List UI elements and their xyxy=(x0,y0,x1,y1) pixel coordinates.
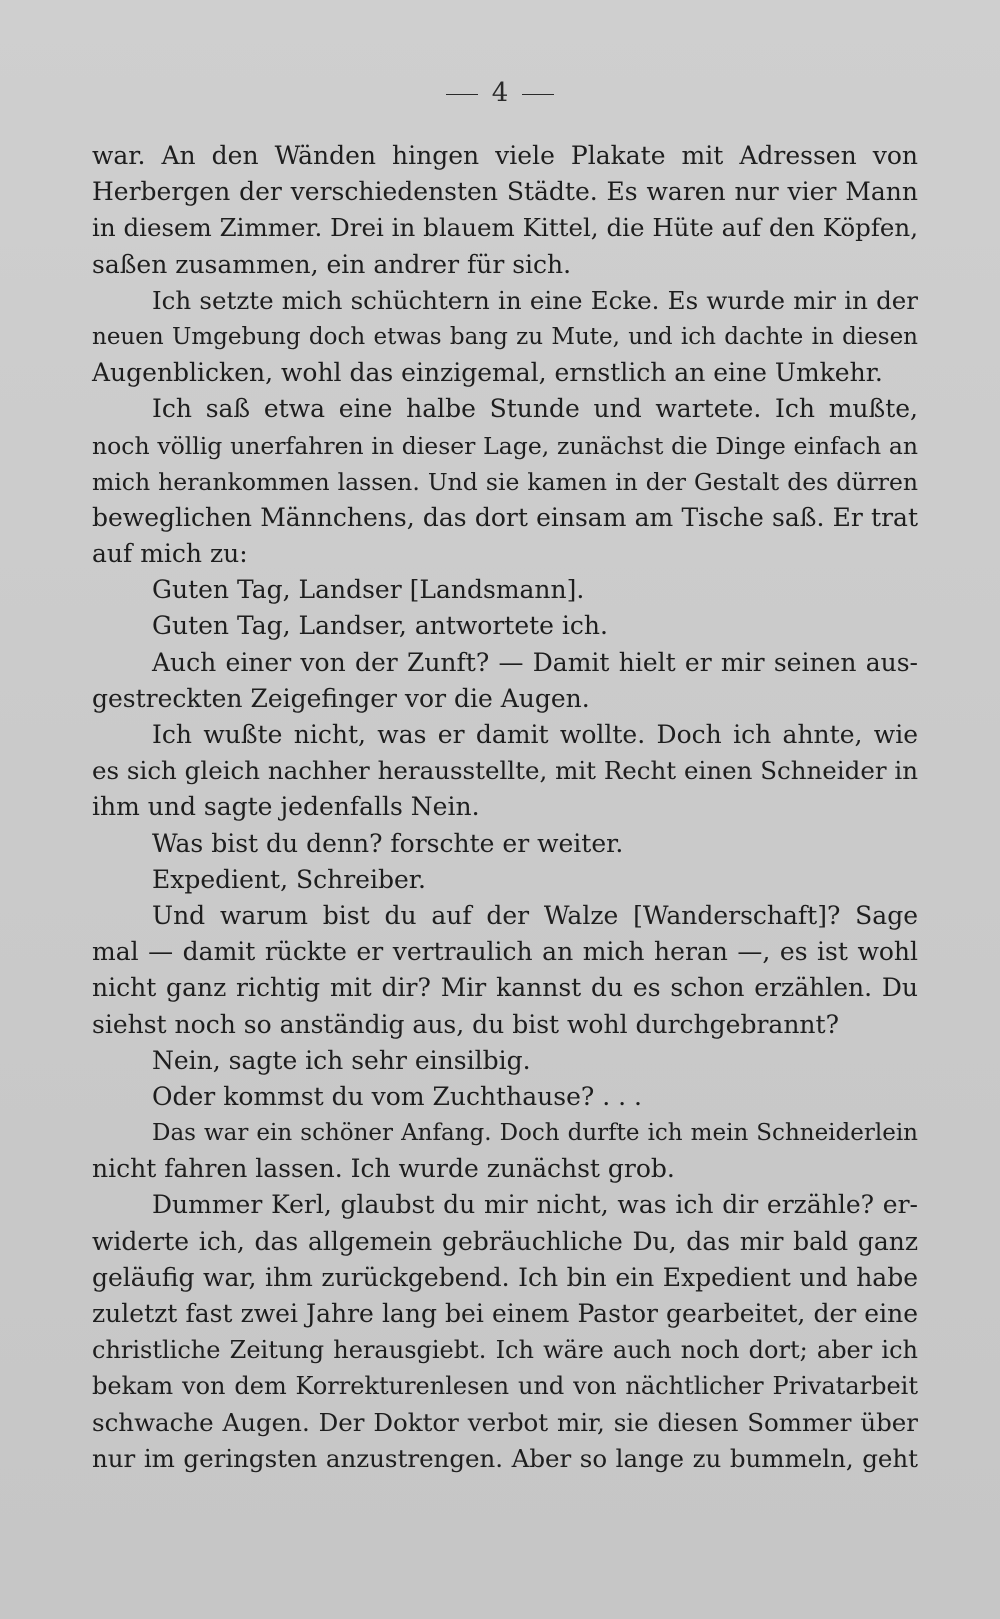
text-line: Guten Tag, Landser [Landsmann]. xyxy=(152,575,585,605)
page-number-dash-right xyxy=(522,94,554,95)
text-line: war. An den Wänden hingen viele Plakate mit Adressen von xyxy=(92,141,918,170)
text-line: nur im geringsten anzustrengen. Aber so lange zu bummeln, geht xyxy=(92,1443,918,1473)
body-text xyxy=(92,138,918,1477)
text-line: noch völlig unerfahren in dieser Lage, zunächst die Dinge einfach an xyxy=(92,431,918,460)
text-line: widerte ich, das allgemein gebräuchliche Du, das mir bald ganz xyxy=(92,1226,918,1256)
text-line: nicht ganz richtig mit dir? Mir kannst du es schon erzählen. Du xyxy=(92,973,918,1003)
text-line: es sich gleich nachher herausstellte, mit Recht einen Schneider in xyxy=(92,756,918,786)
text-line: gestreckten Zeigefinger vor die Augen. xyxy=(92,683,590,713)
text-line: Und warum bist du auf der Walze [Wanderschaft]? Sage xyxy=(152,900,918,930)
text-line: mich herankommen lassen. Und sie kamen in der Gestalt des dürren xyxy=(92,467,918,496)
text-line: Ich wußte nicht, was er damit wollte. Doch ich ahnte, wie xyxy=(152,720,918,749)
text-line: bekam von dem Korrekturenlesen und von nächtlicher Privatarbeit xyxy=(92,1372,918,1401)
text-line: Guten Tag, Landser, antwortete ich. xyxy=(152,611,608,641)
text-line: schwache Augen. Der Doktor verbot mir, sie diesen Sommer über xyxy=(92,1407,918,1437)
text-line: Nein, sagte ich sehr einsilbig. xyxy=(152,1045,531,1075)
text-line: neuen Umgebung doch etwas bang zu Mute, und ich dachte in diesen xyxy=(92,323,918,350)
text-line: Oder kommst du vom Zuchthause? . . . xyxy=(152,1081,642,1111)
text-line: christliche Zeitung herausgiebt. Ich wäre auch noch dort; aber ich xyxy=(92,1336,918,1365)
text-line: Ich setzte mich schüchtern in eine Ecke. Es wurde mir in der xyxy=(152,285,918,315)
text-line: ihm und sagte jedenfalls Nein. xyxy=(92,792,480,822)
text-line: siehst noch so anständig aus, du bist wohl durchgebrannt? xyxy=(92,1009,839,1039)
page-number-value: 4 xyxy=(491,78,509,108)
text-line: Ich saß etwa eine halbe Stunde und wartete. Ich mußte, xyxy=(152,394,918,424)
text-line: in diesem Zimmer. Drei in blauem Kittel, die Hüte auf den Köpfen, xyxy=(92,213,918,243)
page-number-dash-left xyxy=(446,94,478,95)
text-line: Auch einer von der Zunft? — Damit hielt er mir seinen aus- xyxy=(152,647,918,677)
text-line: auf mich zu: xyxy=(92,539,248,569)
text-line: Herbergen der verschiedensten Städte. Es waren nur vier Mann xyxy=(92,177,918,207)
text-line: geläufig war, ihm zurückgebend. Ich bin ein Expedient und habe xyxy=(92,1262,918,1292)
text-line: nicht fahren lassen. Ich wurde zunächst grob. xyxy=(92,1154,675,1184)
text-line: Was bist du denn? forschte er weiter. xyxy=(152,828,624,858)
text-line: mal — damit rückte er vertraulich an mich heran —, es ist wohl xyxy=(92,937,918,967)
text-line: Das war ein schöner Anfang. Doch durfte ich mein Schneiderlein xyxy=(152,1120,918,1147)
text-line: beweglichen Männchens, das dort einsam am Tische saß. Er trat xyxy=(92,502,918,532)
text-line: Augenblicken, wohl das einzigemal, ernstlich an eine Umkehr. xyxy=(92,358,883,388)
page-number xyxy=(0,78,1000,108)
text-line: saßen zusammen, ein andrer für sich. xyxy=(92,249,572,279)
text-line: Dummer Kerl, glaubst du mir nicht, was ich dir erzähle? er- xyxy=(152,1190,918,1220)
text-line: Expedient, Schreiber. xyxy=(152,864,426,894)
text-line: zuletzt fast zwei Jahre lang bei einem Pastor gearbeitet, der eine xyxy=(92,1299,918,1328)
